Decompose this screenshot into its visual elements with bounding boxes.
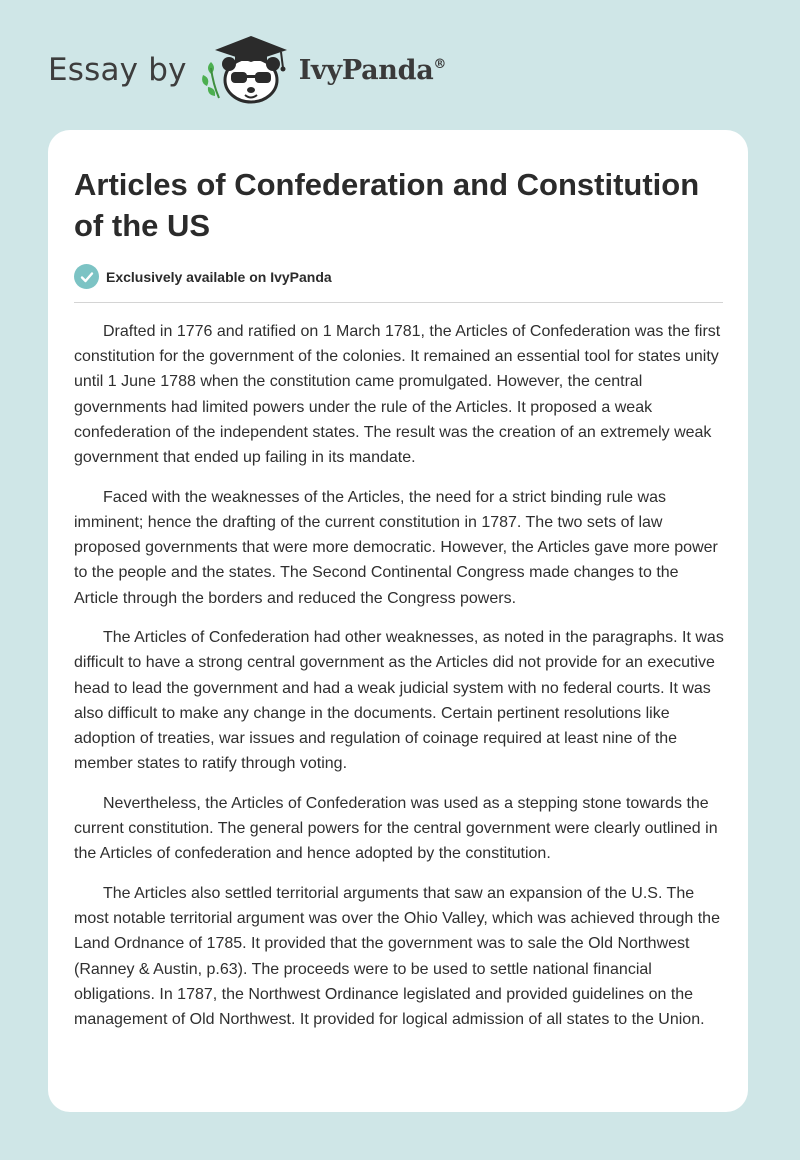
check-circle-icon xyxy=(74,264,99,289)
panda-graduate-icon xyxy=(201,34,293,106)
page-title: Articles of Confederation and Constitution of the US xyxy=(74,167,700,243)
paragraph: The Articles of Confederation had other weaknesses, as noted in the paragraphs. It was difficult to have a strong central government as the Articles did not provide for an executive head to lead the government and had a weak judicial system with no federal courts. It was also difficult to make any change in the documents. Certain pertinent resolutions like adoption of treaties, war issues and regulation of coinage required at least nine of the member states to ratify through voting. xyxy=(74,629,724,773)
essay-card xyxy=(48,130,748,1112)
site-header xyxy=(48,34,446,106)
essay-body xyxy=(74,319,726,1047)
exclusive-badge xyxy=(74,264,332,289)
brand-name: IvyPanda® xyxy=(298,54,447,86)
paragraph: The Articles also settled territorial arguments that saw an expansion of the U.S. The most notable territorial argument was over the Ohio Valley, which was achieved through the Land Ordnance of 1785. It provided that the government was to sale the Old Northwest (Ranney & Austin, p.63). The proceeds were to be used to settle national financial obligations. In 1787, the Northwest Ordinance legislated and provided guidelines on the management of Old Northwest. It provided for logical admission of all states to the Union. xyxy=(74,885,720,1029)
divider xyxy=(74,302,723,303)
badge-label: Exclusively available on IvyPanda xyxy=(106,268,332,285)
registered-mark: ® xyxy=(433,56,447,72)
paragraph: Faced with the weaknesses of the Articles, the need for a strict binding rule was imminent; hence the drafting of the current constitution in 1787. The two sets of law proposed governments that were more democratic. However, the Articles gave more power to the people and the states. The Second Continental Congress made changes to the Article through the borders and reduced the Congress powers. xyxy=(74,488,718,607)
paragraph: Nevertheless, the Articles of Confederation was used as a stepping stone towards the current constitution. The general powers for the central government were clearly outlined in the Articles of confederation and hence adopted by the constitution. xyxy=(74,794,718,863)
ivypanda-logo[interactable] xyxy=(201,34,446,106)
essay-by-label: Essay by xyxy=(48,52,187,88)
paragraph: Drafted in 1776 and ratified on 1 March 1781, the Articles of Confederation was the first constitution for the government of the colonies. It remained an essential tool for states unity until 1 June 1788 when the constitution came promulgated. However, the central governments had limited powers under the rule of the Articles. It proposed a weak confederation of the independent states. The result was the creation of an extremely weak government that ended up failing in its mandate. xyxy=(74,323,721,467)
